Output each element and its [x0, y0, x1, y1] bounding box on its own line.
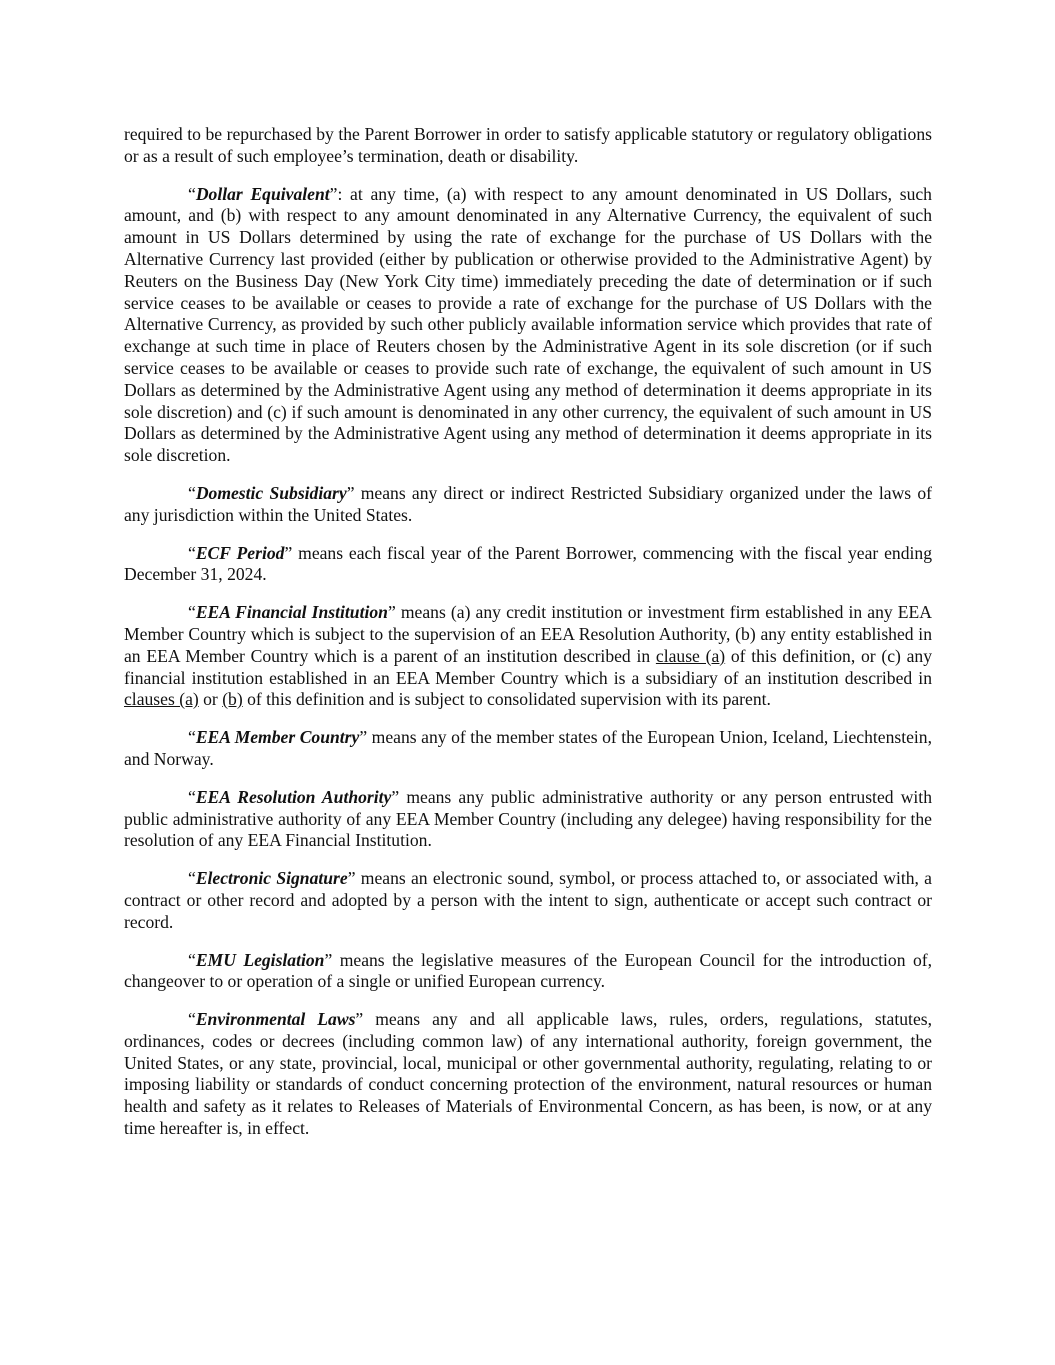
defined-term: Dollar Equivalent	[195, 183, 330, 204]
defined-term: Environmental Laws	[195, 1009, 356, 1030]
open-quote: “	[188, 542, 196, 563]
close-quote: ”	[391, 786, 400, 807]
close-quote: ”	[359, 727, 368, 748]
open-quote: “	[188, 786, 196, 807]
defined-term: Domestic Subsidiary	[195, 482, 347, 503]
close-quote: ”	[387, 602, 396, 623]
close-quote: ”	[324, 949, 333, 970]
open-quote: “	[188, 183, 196, 204]
definition-text: : at any time, (a) with respect to any amount denominated in US Dollars, such amount, and (b) with respect to any amount denominated in any Alternative Currency, the equivalent of such amount in US Dollars determined by using the rate of exchange for the purchase of US Dollars with the Alternative Currency last provided (either by publication or otherwise provided to the Administrative Agent) by Reuters on the Business Day (New York City time) immediately preceding the date of determination or if such service ceases to be available or ceases to provide a rate of exchange for the purchase of US Dollars with the Alternative Currency, as provided by such other publicly available information service which provides that rate of exchange at such time in place of Reuters chosen by the Administrative Agent in its sole discretion (or if such service ceases to be available or ceases to provide such rate of exchange, the equivalent of such amount in US Dollars as determined by the Administrative Agent using any method of determination it deems appropriate in its sole discretion) and (c) if such amount is denominated in any other currency, the equivalent of such amount in US Dollars as determined by the Administrative Agent using any method of determination it deems appropriate in its sole discretion.	[124, 183, 932, 466]
definition-text: means any direct or indirect Restricted Subsidiary organized under the laws of any jurisdiction within the United States.	[124, 482, 932, 525]
definition-environmental-laws	[124, 1009, 932, 1140]
defined-term: ECF Period	[195, 542, 285, 563]
defined-term: EEA Financial Institution	[195, 602, 388, 623]
open-quote: “	[188, 482, 196, 503]
open-quote: “	[188, 1009, 196, 1030]
document-page	[124, 124, 932, 1156]
definition-text: means each fiscal year of the Parent Borrower, commencing with the fiscal year ending December 31, 2024.	[124, 542, 932, 585]
close-quote: ”	[329, 183, 338, 204]
close-quote: ”	[346, 482, 355, 503]
clause-reference: clause (a)	[655, 645, 726, 666]
continuation-paragraph: required to be repurchased by the Parent Borrower in order to satisfy applicable statutory or regulatory obligations or as a result of such employee’s termination, death or disability.	[124, 124, 932, 166]
definition-eea-member-country	[124, 727, 932, 771]
definition-eea-resolution-authority	[124, 787, 932, 852]
definition-electronic-signature	[124, 868, 932, 933]
definition-text: or	[198, 689, 223, 710]
defined-term: EMU Legislation	[195, 949, 325, 970]
open-quote: “	[188, 602, 196, 623]
definition-emu-legislation	[124, 950, 932, 994]
definition-text: means an electronic sound, symbol, or process attached to, or associated with, a contract or other record and adopted by a person with the intent to sign, authenticate or accept such contract or record.	[124, 868, 932, 932]
definition-ecf-period	[124, 543, 932, 587]
defined-term: EEA Resolution Authority	[195, 786, 392, 807]
definition-text: means any public administrative authority or any person entrusted with public administrative authority of any EEA Member Country (including any delegee) having responsibility for the resolution of any EEA Financial Institution.	[124, 786, 932, 851]
clause-reference: clauses (a)	[124, 689, 199, 710]
open-quote: “	[188, 727, 196, 748]
definition-text: means any and all applicable laws, rules, orders, regulations, statutes, ordinances, codes or decrees (including common law) of any international authority, foreign government, the United States, or any state, provincial, local, municipal or other governmental authority, regulating, relating to or imposing liability or standards of conduct concerning protection of the environment, natural resources or human health and safety as it relates to Releases of Materials of Environmental Concern, as has been, is now, or at any time hereafter is, in effect.	[124, 1009, 932, 1139]
close-quote: ”	[347, 868, 356, 889]
defined-term: Electronic Signature	[195, 868, 348, 889]
defined-term: EEA Member Country	[195, 727, 360, 748]
definition-eea-financial-institution	[124, 602, 932, 711]
close-quote: ”	[284, 542, 293, 563]
clause-reference: (b)	[222, 689, 243, 710]
definition-text: means (a) any credit institution or investment firm established in any EEA Member Country which is subject to the supervision of an EEA Resolution Authority, (b) any entity established in an EEA Member Country which is a parent of an institution described in	[124, 602, 933, 666]
open-quote: “	[188, 868, 196, 889]
definition-domestic-subsidiary	[124, 483, 932, 527]
definition-text: of this definition, or (c) any financial institution established in an EEA Member Country which is a subsidiary of an institution described in	[124, 645, 933, 688]
definition-dollar-equivalent	[124, 184, 932, 467]
definition-text: means the legislative measures of the European Council for the introduction of, changeover to or operation of a single or unified European currency.	[124, 949, 932, 992]
definition-text: of this definition and is subject to consolidated supervision with its parent.	[242, 689, 771, 710]
open-quote: “	[188, 949, 196, 970]
definition-text: means any of the member states of the European Union, Iceland, Liechtenstein, and Norway.	[124, 727, 932, 769]
close-quote: ”	[355, 1009, 364, 1030]
